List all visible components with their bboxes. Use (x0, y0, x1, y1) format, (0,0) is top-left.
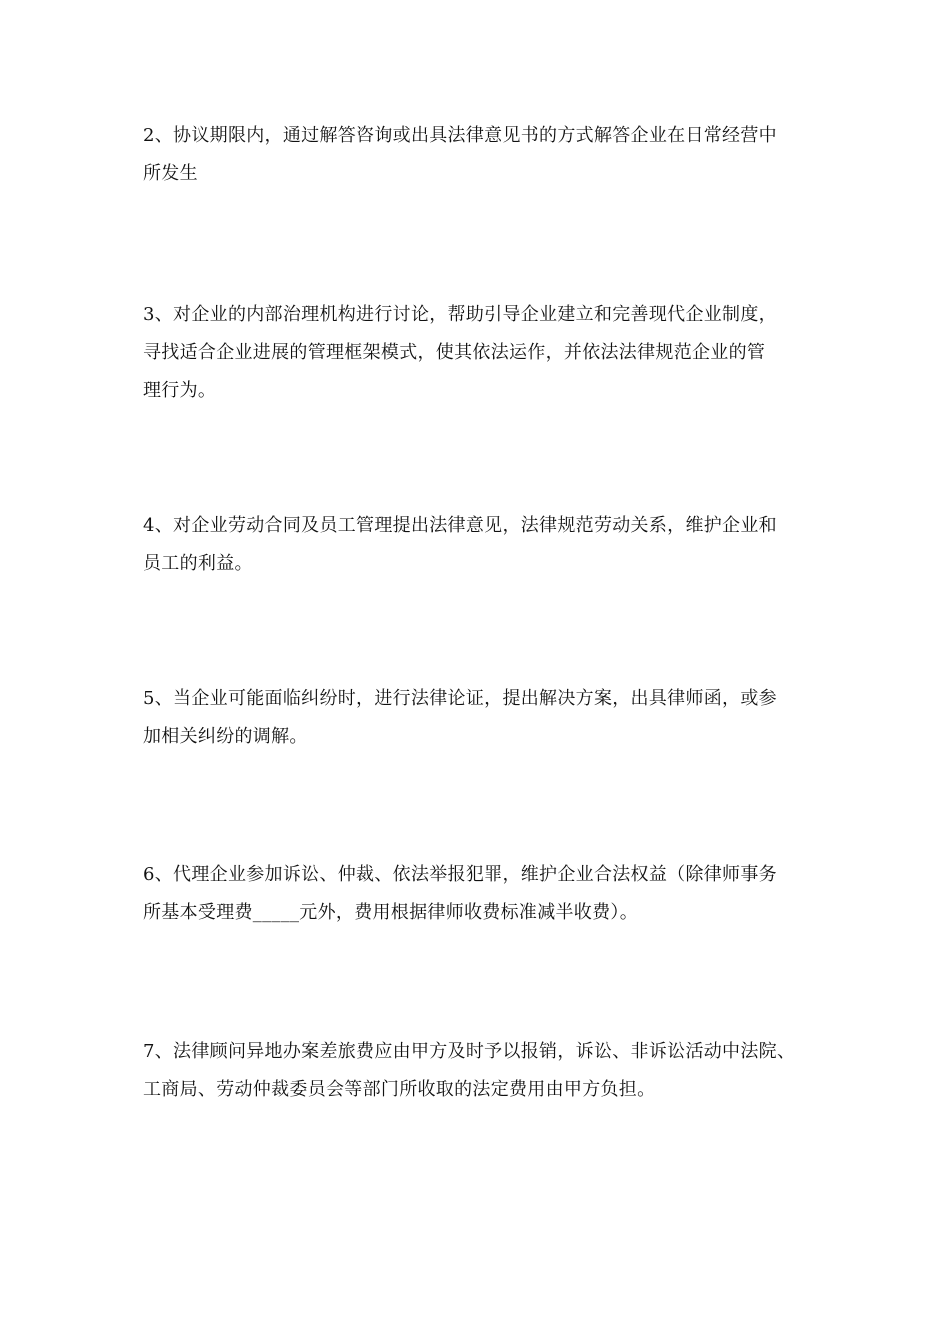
clause-4 (143, 507, 823, 583)
clause-line: 4、对企业劳动合同及员工管理提出法律意见，法律规范劳动关系，维护企业和 (143, 515, 777, 536)
clause-3 (143, 296, 823, 410)
clause-line: 2、协议期限内，通过解答咨询或出具法律意见书的方式解答企业在日常经营中 (143, 125, 777, 146)
clause-line: 员工的利益。 (143, 553, 253, 574)
clause-line: 寻找适合企业进展的管理框架模式，使其依法运作，并依法法律规范企业的管 (143, 342, 766, 363)
clause-6 (143, 856, 823, 932)
clause-line: 7、法律顾问异地办案差旅费应由甲方及时予以报销，诉讼、非诉讼活动中法院、 (143, 1041, 796, 1062)
clause-line: 3、对企业的内部治理机构进行讨论，帮助引导企业建立和完善现代企业制度， (143, 304, 777, 325)
clause-2 (143, 117, 823, 193)
clause-5 (143, 680, 823, 756)
clause-line: 所基本受理费_____元外，费用根据律师收费标准减半收费）。 (143, 902, 638, 923)
clause-7 (143, 1033, 823, 1109)
clause-line: 5、当企业可能面临纠纷时，进行法律论证，提出解决方案，出具律师函，或参 (143, 688, 777, 709)
clause-line: 理行为。 (143, 380, 217, 401)
clause-line: 所发生 (143, 163, 198, 184)
clause-line: 6、代理企业参加诉讼、仲裁、依法举报犯罪，维护企业合法权益（除律师事务 (143, 864, 777, 885)
clause-line: 加相关纠纷的调解。 (143, 726, 308, 747)
clause-line: 工商局、劳动仲裁委员会等部门所收取的法定费用由甲方负担。 (143, 1079, 656, 1100)
